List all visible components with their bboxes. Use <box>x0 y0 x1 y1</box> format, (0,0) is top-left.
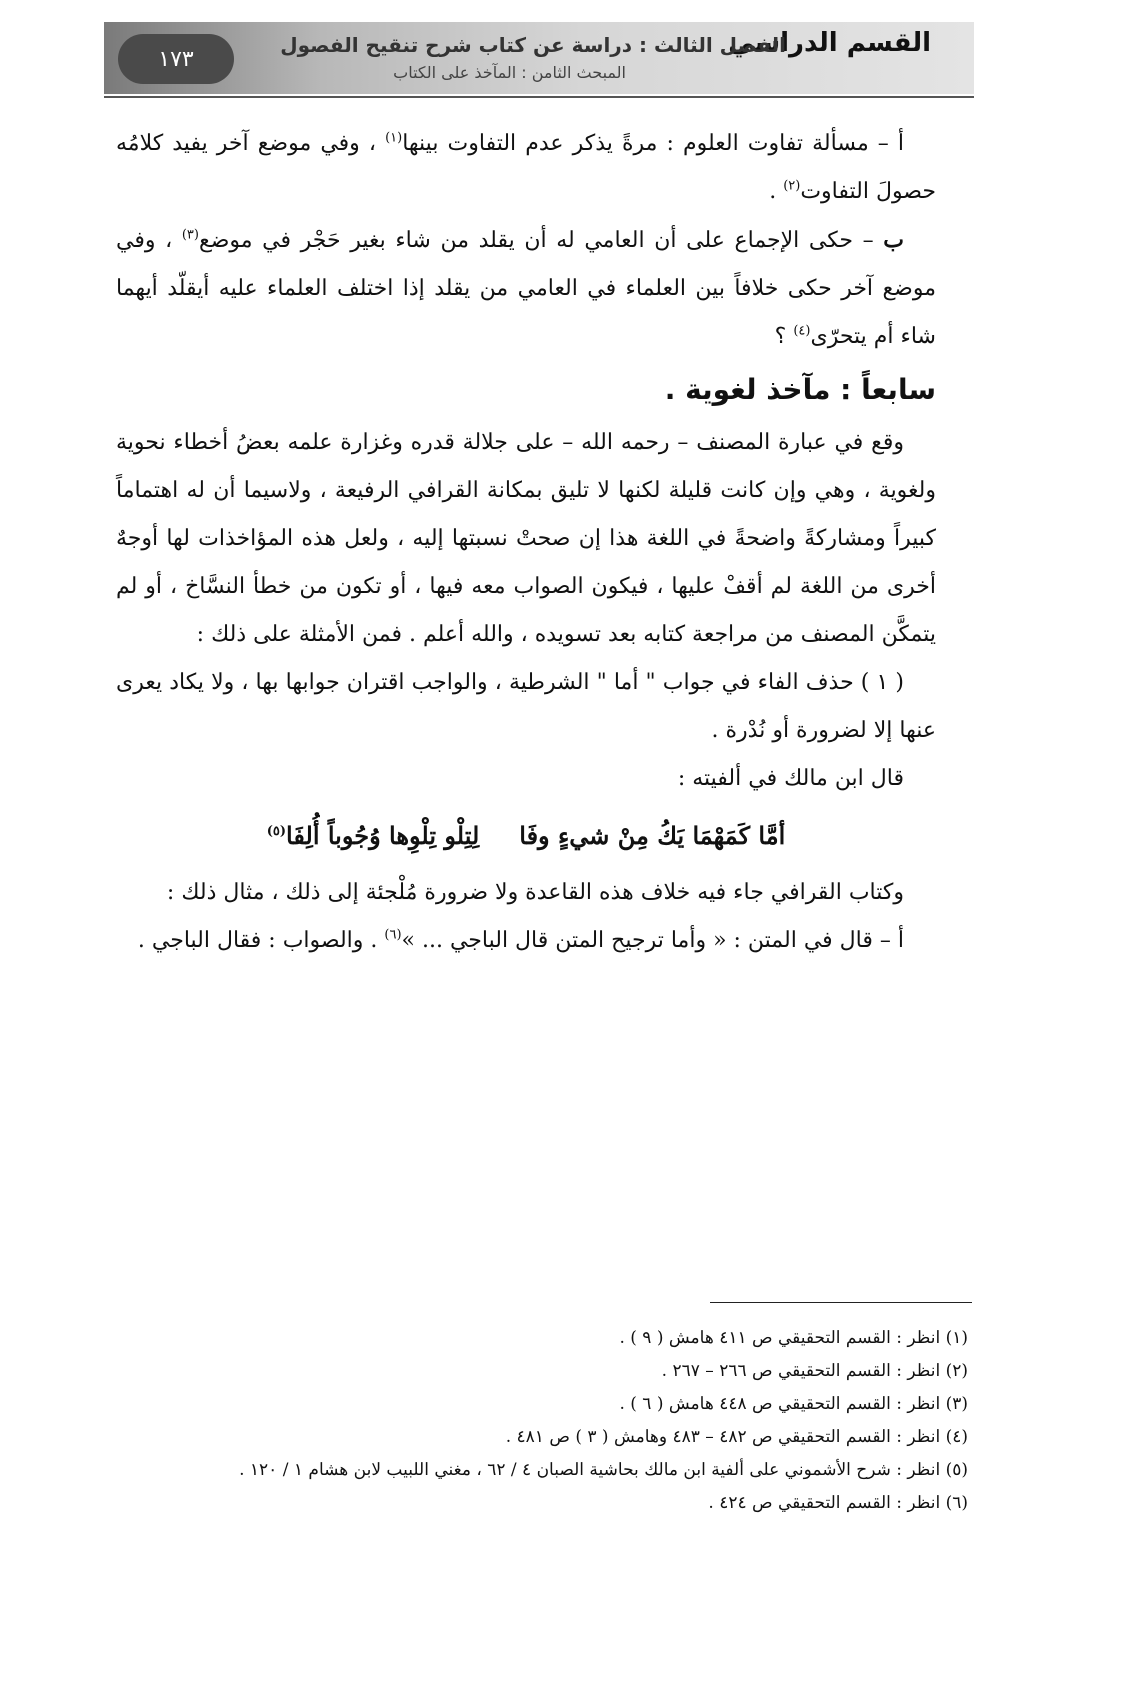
footnote-ref: (١) <box>385 130 403 146</box>
footnote-ref: (٢) <box>783 178 801 194</box>
paragraph-example-intro: وكتاب القرافي جاء فيه خلاف هذه القاعدة ولا ضرورة مُلْجئة إلى ذلك ، مثال ذلك : <box>166 880 904 905</box>
page-body <box>116 120 936 965</box>
footnote-item: (٢) انظر : القسم التحقيقي ص ٢٦٦ – ٢٦٧ . <box>661 1361 968 1381</box>
footnotes <box>116 1322 968 1520</box>
footnote-item: (٣) انظر : القسم التحقيقي ص ٤٤٨ هامش ( ٦ ) . <box>619 1394 968 1414</box>
section-heading: سابعاً : مآخذ لغوية . <box>664 373 936 406</box>
footnote-ref: (٣) <box>181 227 199 243</box>
footnote-separator <box>710 1302 972 1303</box>
paragraph-intro: وقع في عبارة المصنف – رحمه الله – على جلالة قدره وغزارة علمه بعضُ أخطاء نحوية ولغوية ، وهي وإن كانت قليلة لكنها لا تليق بمكانة القرافي الرفيعة ، ولاسيما أن له اهتماماً كبيراً ومشاركةً واضحةً في اللغة هذا إن صحتْ نسبتها إليه ، ولعل هذه المؤاخذات لها أوجهٌ أخرى من اللغة لم أقفْ عليها ، فيكون الصواب معه فيها ، أو تكون من خطأ النسَّاخ ، أو لم يتمكَّن المصنف من مراجعة كتابه بعد تسويده ، والله أعلم . فمن الأمثلة على ذلك : <box>116 430 936 647</box>
paragraph-a: أ – مسألة تفاوت العلوم : مرةً يذكر عدم التفاوت بينها$^{(١)}$ ، وفي موضع آخر يفيد كلامُه حصولَ التفاوت$^{(٢)}$ . <box>116 130 936 204</box>
footnote-ref: (٤) <box>793 323 811 339</box>
paragraph-example-a: أ – قال في المتن : « وأما ترجيح المتن قال الباجي ... »$^{(٦)}$ . والصواب : فقال الباجي . <box>137 927 904 953</box>
footnote-item: (٦) انظر : القسم التحقيقي ص ٤٢٤ . <box>708 1493 968 1513</box>
poetry-verse: أمَّا كَمَهْمَا يَكُ مِنْ شيءٍ وفَالِتِلْو تِلْوِها وُجُوباً أُلِفَا$^{(٥)}$ <box>266 821 786 850</box>
header-divider <box>104 96 974 98</box>
paragraph-rule-1: ( ١ ) حذف الفاء في جواب " أما " الشرطية ، والواجب اقتران جوابها بها ، ولا يكاد يعرى عنها إلا لضرورة أو نُدْرة . <box>116 670 936 743</box>
subsection-title: المبحث الثامن : المآخذ على الكتاب <box>393 63 626 82</box>
footnote-ref: (٥) <box>266 824 287 839</box>
paragraph-quote-intro: قال ابن مالك في ألفيته : <box>677 766 904 791</box>
chapter-title: الفصل الثالث : دراسة عن كتاب شرح تنقيح الفصول <box>280 33 786 57</box>
footnote-ref: (٦) <box>384 927 402 943</box>
page-number: ١٧٣ <box>118 34 234 84</box>
footnote-item: (٤) انظر : القسم التحقيقي ص ٤٨٢ – ٤٨٣ وهامش ( ٣ ) ص ٤٨١ . <box>505 1427 968 1447</box>
section-title: القسم الدراسي <box>728 28 931 58</box>
footnote-item: (١) انظر : القسم التحقيقي ص ٤١١ هامش ( ٩ ) . <box>619 1328 968 1348</box>
footnote-item: (٥) انظر : شرح الأشموني على ألفية ابن مالك بحاشية الصبان ٤ / ٦٢ ، مغني اللبيب لابن هشام ١ / ١٢٠ . <box>239 1460 968 1480</box>
paragraph-b: ب – حكى الإجماع على أن العامي له أن يقلد من شاء بغير حَجْر في موضع$^{(٣)}$ ، وفي موضع آخر حكى خلافاً بين العلماء في العامي من يقلد إذا اختلف العلماء عليه أيقلّد أيهما شاء أم يتحرّى$^{(٤)}$ ؟ <box>116 227 936 349</box>
